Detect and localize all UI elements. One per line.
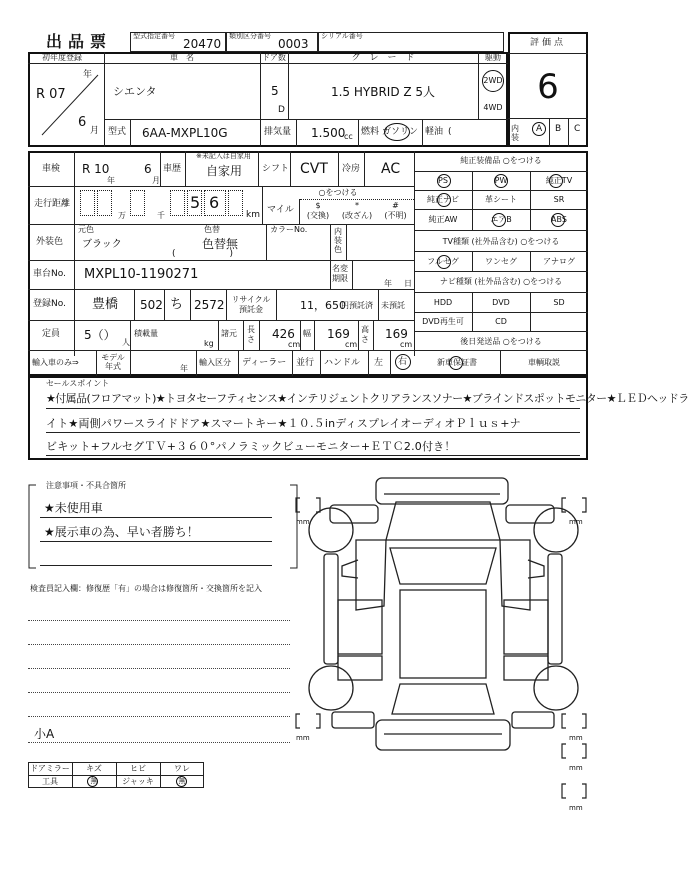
length-unit: cm: [288, 340, 301, 349]
length-label: 長さ: [247, 325, 255, 344]
legend-tools-none: 無: [90, 777, 98, 785]
capacity-unit: 人: [122, 338, 130, 347]
serial-number-label: シリアル番号: [321, 32, 363, 40]
inspection-month: 6: [144, 162, 152, 176]
mileage-tamper-sym: *: [355, 201, 359, 210]
legend-tools: 工具: [42, 777, 58, 786]
notes-line-1: ★未使用車: [44, 501, 103, 515]
recycle-value: 11，650: [300, 299, 346, 312]
option-airbag-circle: [492, 213, 506, 227]
original-color-label: 元色: [78, 225, 94, 234]
drive-label: 駆動: [485, 53, 501, 62]
plate-class-number: 502: [140, 298, 163, 312]
option-abs: ABS: [551, 215, 567, 224]
mileage-choose-note: ○をつける: [318, 188, 358, 197]
legend-scratch: キズ: [86, 764, 102, 773]
mileage-tamper: (改ざん): [341, 211, 373, 220]
plate-number: 2572: [194, 298, 225, 312]
expiry-day-unit: 日: [404, 279, 412, 288]
inspection-label: 車検: [42, 164, 61, 174]
expiry-year-unit: 年: [384, 279, 392, 288]
displacement-label: 排気量: [264, 127, 292, 137]
first-registration-year: R 07: [36, 87, 66, 102]
doors-unit: D: [278, 105, 285, 115]
option-pw: PW: [494, 176, 508, 185]
legend-jack-none: 無: [178, 777, 186, 785]
year-unit: 年: [83, 70, 93, 80]
nav-dvd: DVD: [492, 298, 510, 307]
car-name-value: シエンタ: [113, 85, 157, 98]
height-value: 169: [385, 327, 408, 341]
page-title: 出品票: [46, 32, 113, 51]
width-label: 幅: [303, 329, 311, 338]
mileage-label: 走行距離: [34, 199, 71, 209]
mileage-unknown-sym: #: [392, 201, 399, 210]
history-label: 車歴: [163, 164, 182, 174]
inspection-year-unit: 年: [107, 176, 115, 185]
load-unit: kg: [204, 339, 214, 348]
displacement-value: 1.500: [311, 126, 346, 140]
plate-kana: ち: [170, 297, 184, 312]
option-factory-tv-circle: [549, 174, 563, 188]
specs-label: 諸元: [221, 329, 237, 338]
sales-line-1: ★付属品(フロアマット)★トヨタセーフティセンス★インテリジェントクリアランスソナー★ブラインドスポットモニター★ＬＥＤヘッドラ: [46, 392, 689, 405]
nav-type-title: ナビ種類 (社外品含む) ○をつける: [439, 277, 563, 286]
later-warranty: 新車保証書: [437, 358, 477, 367]
name-change-expiry-label: 名変期限: [332, 264, 348, 283]
option-leather-seat: 革シート: [485, 195, 517, 204]
option-factory-nav-circle: [437, 193, 451, 207]
fuel-light-oil: 軽油: [425, 127, 444, 137]
later-items-title: 後日発送品 ○をつける: [460, 337, 542, 346]
handle-right: 右: [398, 357, 408, 367]
ac-value: AC: [381, 161, 401, 177]
width-value: 169: [327, 327, 350, 341]
handle-label: ハンドル: [324, 358, 361, 368]
displacement-unit: cc: [344, 132, 353, 141]
month-unit: 月: [90, 126, 100, 136]
car-name-label: 車 名: [170, 53, 194, 62]
fuel-other: ( ): [448, 127, 510, 137]
ac-label: 冷房: [342, 164, 361, 174]
class-number-label: 類別区分番号: [229, 32, 271, 40]
drive-4wd: 4WD: [483, 103, 503, 112]
mm-front-right: mm: [569, 518, 583, 526]
inspector-note-label: 検査員記入欄：修復歴「有」の場合は修復箇所・交換箇所を記入: [30, 584, 262, 593]
model-label: 型式: [108, 127, 127, 137]
option-sunroof: SR: [553, 195, 565, 204]
color-change-label: 色替: [204, 225, 220, 234]
tv-oneseg: ワンセグ: [485, 257, 517, 266]
mileage-unknown: (不明): [384, 211, 407, 220]
option-ps: PS: [438, 176, 448, 185]
legend-door-mirror: ドアミラー: [30, 764, 70, 773]
import-class-label: 輸入区分: [199, 358, 231, 367]
import-dealer: ディーラー: [242, 358, 287, 368]
fuel-gasoline: ガソリン: [382, 127, 419, 137]
tv-fullseg-circle: [437, 255, 451, 269]
model-number-value: 20470: [183, 37, 222, 51]
capacity-value: 5（）: [84, 328, 116, 342]
tv-type-title: TV種類 (社外品含む) ○をつける: [442, 237, 560, 246]
model-value: 6AA-MXPL10G: [142, 126, 228, 140]
drive-2wd: 2WD: [483, 76, 503, 85]
mm-front-left: mm: [296, 518, 310, 526]
notes-label: 注意事項・不具合箇所: [46, 481, 126, 490]
notes-line-2: ★展示車の為、早い者勝ち！: [44, 525, 199, 539]
option-factory-nav: 純正ナビ: [427, 195, 459, 204]
sales-line-3: ビキット+フルセグＴＶ+３６０°パノラミックビューモニター+ＥＴＣ2.0付き！: [46, 440, 456, 453]
mm-rear-right: mm: [569, 734, 583, 742]
color-change-paren: ( ): [172, 249, 234, 259]
import-label: 輸入車のみ⇒: [32, 358, 79, 367]
rating-label: 評価点: [529, 38, 566, 48]
capacity-label: 定員: [42, 329, 61, 339]
mileage-mile: マイル: [267, 205, 294, 215]
height-unit: cm: [400, 340, 413, 349]
interior-grade-a: A: [536, 124, 543, 134]
model-year-unit: 年: [180, 364, 188, 373]
doors-value: 5: [271, 84, 279, 98]
width-unit: cm: [345, 340, 358, 349]
grade-label: グ レ ー ド: [351, 53, 415, 63]
option-pw-circle: [494, 174, 508, 188]
inspection-year: R 10: [82, 162, 110, 176]
doors-label: ドア数: [262, 53, 286, 62]
tv-fullseg: フルセグ: [427, 257, 459, 266]
mileage-exchange: (交換): [306, 211, 330, 220]
sales-line-2: イト★両側パワースライドドア★スマートキー★１０.５inディスプレイオーディオＰｌｕｓ+ナ: [46, 417, 521, 430]
option-ps-circle: [437, 174, 451, 188]
nav-dvd-playback: DVD再生可: [422, 317, 464, 326]
grade-value: 1.5 HYBRID Z 5人: [330, 85, 436, 99]
chassis-label: 車台No.: [33, 269, 66, 279]
nav-sd: SD: [553, 298, 565, 307]
mileage-exchange-sym: $: [315, 201, 321, 210]
later-manual: 車輌取説: [528, 358, 560, 367]
option-abs-circle: [551, 213, 565, 227]
exterior-color-label: 外装色: [36, 237, 64, 247]
mileage-man-unit: 万: [118, 211, 126, 220]
color-number-label: カラーNo.: [270, 225, 308, 234]
sales-points-label: セールスポイント: [46, 379, 110, 388]
mm-rear-left: mm: [296, 734, 310, 742]
history-value: 自家用: [206, 164, 243, 178]
mileage-digit-hundreds: 5: [190, 193, 201, 212]
nav-cd: CD: [495, 317, 507, 326]
option-airbag: エアB: [490, 215, 512, 224]
mileage-unit: km: [246, 210, 260, 220]
factory-options-title: 純正装備品 ○をつける: [460, 156, 542, 165]
option-factory-tv: 純正TV: [545, 176, 573, 185]
mm-rear-right-2: mm: [569, 764, 583, 772]
length-value: 426: [272, 327, 295, 341]
first-registration-month: 6: [78, 115, 87, 130]
shift-value: CVT: [300, 161, 328, 177]
recycle-label: リサイクル預託金: [231, 295, 271, 314]
shift-label: シフト: [262, 164, 290, 174]
first-registration-label: 初年度登録: [42, 53, 82, 62]
original-color-value: ブラック: [82, 239, 122, 250]
height-label: 高さ: [361, 325, 369, 344]
fuel-label: 燃料: [361, 127, 380, 137]
mileage-sen-unit: 千: [157, 211, 165, 220]
interior-grade-c: C: [574, 124, 581, 134]
interior-grade-b: B: [555, 124, 562, 134]
tv-analog: アナログ: [543, 257, 575, 266]
history-note: ※未記入は自家用: [196, 152, 251, 160]
inspector-signature: 小A: [34, 727, 55, 741]
recycle-unpaid: 未預託: [381, 301, 405, 310]
interior-color-label: 内装色: [334, 227, 342, 254]
color-change-value: 色替無: [202, 237, 239, 251]
plate-label: 登録No.: [33, 299, 66, 309]
load-label: 積載量: [134, 329, 158, 338]
rating-value: 6: [537, 67, 559, 107]
option-factory-aw: 純正AW: [428, 215, 458, 224]
legend-crack: ヒビ: [130, 764, 146, 773]
inspection-month-unit: 月: [152, 176, 160, 185]
handle-left: 左: [374, 358, 384, 368]
chassis-value: MXPL10-1190271: [84, 267, 199, 282]
legend-break: ワレ: [174, 764, 190, 773]
import-parallel: 並行: [296, 358, 315, 368]
model-year-label: モデル年式: [101, 353, 125, 371]
nav-hdd: HDD: [433, 298, 453, 307]
mm-rear-right-3: mm: [569, 804, 583, 812]
plate-area: 豊橋: [92, 297, 119, 312]
recycle-paid: 円預託済: [341, 301, 373, 310]
later-warranty-circle: [449, 356, 463, 370]
interior-grade-label: 内装: [511, 124, 519, 142]
legend-jack: ジャッキ: [122, 777, 154, 786]
class-number-value: 0003: [278, 37, 309, 51]
mileage-digit-tens: 6: [209, 193, 220, 212]
model-number-label: 型式指定番号: [133, 32, 175, 40]
